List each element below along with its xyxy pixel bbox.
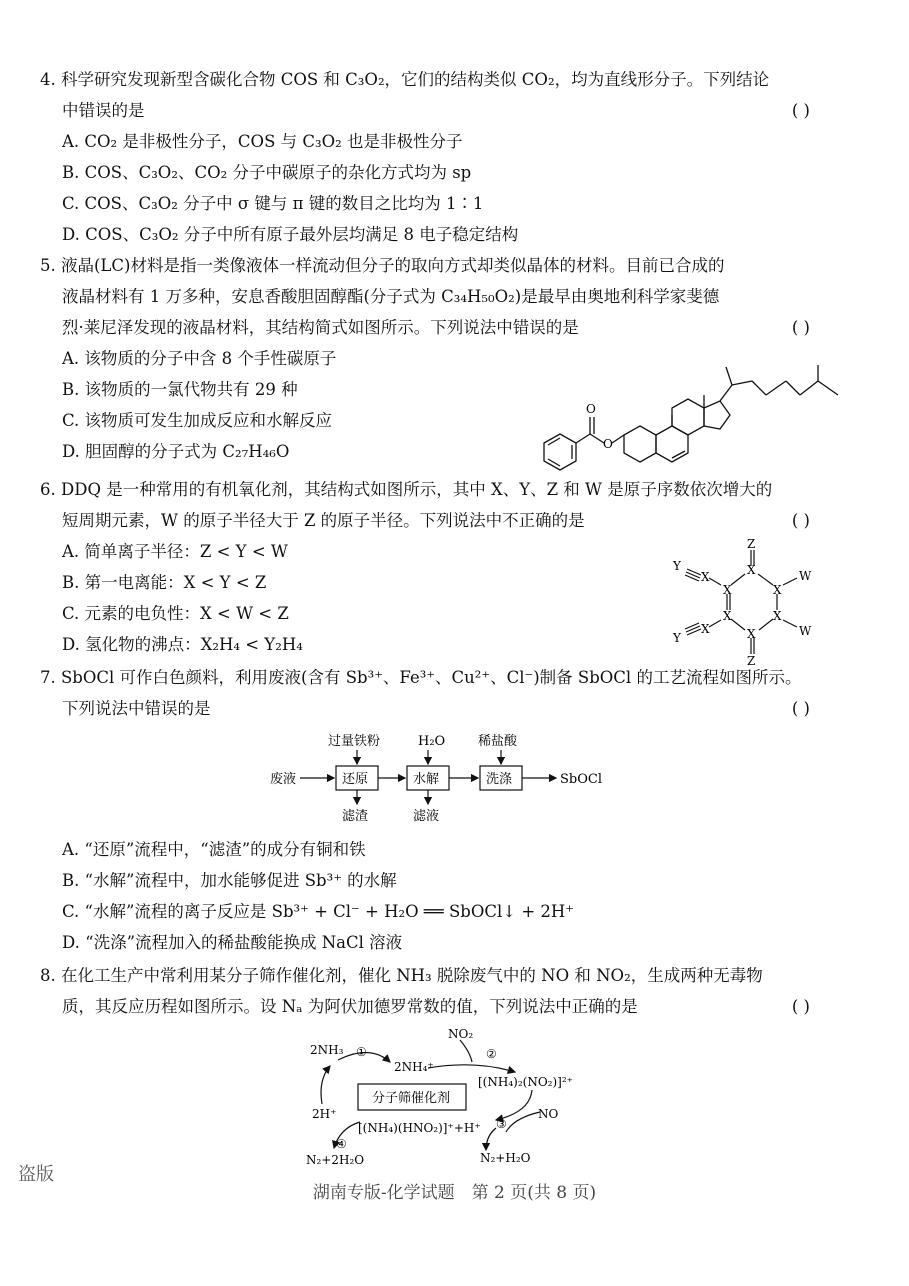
q7-option-a: A. “还原”流程中，“滤渣”的成分有铜和铁 xyxy=(62,840,366,859)
flow-input-label: 废液 xyxy=(270,772,297,787)
cycle-no: NO xyxy=(538,1107,559,1121)
q6-option-d: D. 氢化物的沸点：X₂H₄ < Y₂H₄ xyxy=(62,635,303,654)
question-7-options xyxy=(40,834,810,958)
q5-answer-paren: ( ) xyxy=(791,318,810,337)
flow-step-wash: 洗涤 xyxy=(486,772,513,787)
flow-output-residue: 滤渣 xyxy=(342,809,369,824)
ddq-y-1: Y xyxy=(673,559,681,573)
q5-option-c: C. 该物质可发生加成反应和水解反应 xyxy=(62,411,333,430)
q5-option-a: A. 该物质的分子中含 8 个手性碳原子 xyxy=(62,349,337,368)
q6-option-b: B. 第一电离能：X < Y < Z xyxy=(62,573,267,592)
q7-option-c: C. “水解”流程的离子反应是 Sb³⁺ + Cl⁻ + H₂O ══ SbOCl↓ + 2H⁺ xyxy=(62,902,574,921)
flow-step-hydrolysis: 水解 xyxy=(413,772,440,787)
ddq-x-6: X xyxy=(747,627,756,641)
cholesteryl-benzoate-structure xyxy=(520,345,900,480)
q6-option-c: C. 元素的电负性：X < W < Z xyxy=(62,604,289,623)
ddq-x-cn-1: X xyxy=(701,570,710,584)
ddq-x-4: X xyxy=(723,609,732,623)
ddq-z-top: Z xyxy=(747,538,756,551)
q6-option-a: A. 简单离子半径：Z < Y < W xyxy=(62,542,288,561)
question-8 xyxy=(40,960,810,1022)
reaction-cycle-diagram xyxy=(300,1022,600,1167)
q4-option-a: A. CO₂ 是非极性分子，COS 与 C₃O₂ 也是非极性分子 xyxy=(62,132,463,151)
cycle-h: 2H⁺ xyxy=(312,1107,337,1121)
ddq-w-1: W xyxy=(799,569,812,583)
q4-stem-line2: 中错误的是 xyxy=(62,101,145,120)
q7-stem-line2: 下列说法中错误的是 xyxy=(62,699,211,718)
q8-stem-line2: 质，其反应历程如图所示。设 Nₐ 为阿伏加德罗常数的值，下列说法中正确的是 xyxy=(62,997,638,1016)
cycle-complex-1: [(NH₄)₂(NO₂)]²⁺ xyxy=(478,1075,573,1089)
cycle-no2: NO₂ xyxy=(448,1027,474,1041)
q4-answer-paren: ( ) xyxy=(791,101,810,120)
q5-stem-line2: 液晶材料有 1 万多种，安息香酸胆固醇酯(分子式为 C₃₄H₅₀O₂)是最早由奥地利科学家斐德 xyxy=(62,287,720,306)
ddq-x-3: X xyxy=(773,583,782,597)
q8-answer-paren: ( ) xyxy=(791,997,810,1016)
flow-reagent-iron: 过量铁粉 xyxy=(328,734,381,749)
q5-stem-line1: 5. 液晶(LC)材料是指一类像液体一样流动但分子的取向方式却类似晶体的材料。目前已合成的 xyxy=(40,256,725,275)
page-footer: 湖南专版-化学试题 第 2 页(共 8 页) xyxy=(312,1183,597,1203)
q6-stem-line2: 短周期元素，W 的原子半径大于 Z 的原子半径。下列说法中不正确的是 xyxy=(62,511,585,530)
ddq-x-cn-2: X xyxy=(701,622,710,636)
question-7 xyxy=(40,662,810,724)
q4-option-b: B. COS、C₃O₂、CO₂ 分子中碳原子的杂化方式均为 sp xyxy=(62,163,472,182)
cycle-step-4: ④ xyxy=(336,1137,347,1151)
cycle-step-1: ① xyxy=(356,1045,367,1059)
q8-stem-line1: 8. 在化工生产中常利用某分子筛作催化剂，催化 NH₃ 脱除废气中的 NO 和 NO₂，生成两种无毒物 xyxy=(40,966,763,985)
q7-option-b: B. “水解”流程中，加水能够促进 Sb³⁺ 的水解 xyxy=(62,871,397,890)
q4-option-c: C. COS、C₃O₂ 分子中 σ 键与 π 键的数目之比均为 1∶1 xyxy=(62,194,484,213)
cycle-complex-2: [(NH₄)(HNO₂)]⁺+H⁺ xyxy=(358,1121,481,1135)
cycle-step-3: ③ xyxy=(496,1117,507,1131)
flow-step-reduce: 还原 xyxy=(342,772,369,787)
q7-stem-line1: 7. SbOCl 可作白色颜料，利用废液(含有 Sb³⁺、Fe³⁺、Cu²⁺、Cl⁻)制备 SbOCl 的工艺流程如图所示。 xyxy=(40,668,802,687)
q7-option-d: D. “洗涤”流程加入的稀盐酸能换成 NaCl 溶液 xyxy=(62,933,403,952)
ddq-y-2: Y xyxy=(673,631,681,645)
watermark-stamp: 盗版 xyxy=(18,1164,54,1185)
q4-stem-line1: 4. 科学研究发现新型含碳化合物 COS 和 C₃O₂，它们的结构类似 CO₂，均为直线形分子。下列结论 xyxy=(40,70,770,89)
ddq-structure xyxy=(665,538,825,668)
ddq-z-bottom: Z xyxy=(747,654,756,668)
ddq-x-1: X xyxy=(747,563,756,577)
ddq-x-2: X xyxy=(723,583,732,597)
flow-output-filtrate: 滤液 xyxy=(413,809,440,824)
cycle-nh4: 2NH₄⁺ xyxy=(394,1060,434,1074)
structure-o-label-ester: O xyxy=(603,437,613,451)
cycle-catalyst-label: 分子筛催化剂 xyxy=(372,1091,451,1106)
q6-answer-paren: ( ) xyxy=(791,511,810,530)
ddq-w-2: W xyxy=(799,624,812,638)
flow-reagent-hcl: 稀盐酸 xyxy=(478,734,518,749)
q5-stem-line3: 烈·莱尼泽发现的液晶材料，其结构简式如图所示。下列说法中错误的是 xyxy=(62,318,579,337)
cycle-step-2: ② xyxy=(486,1047,497,1061)
cycle-nh3: 2NH₃ xyxy=(310,1043,344,1057)
flow-product: SbOCl xyxy=(560,772,602,787)
structure-o-label-carbonyl: O xyxy=(586,402,596,416)
q5-option-d: D. 胆固醇的分子式为 C₂₇H₄₆O xyxy=(62,442,290,461)
q4-option-d: D. COS、C₃O₂ 分子中所有原子最外层均满足 8 电子稳定结构 xyxy=(62,225,519,244)
ddq-x-5: X xyxy=(773,609,782,623)
flow-reagent-water: H₂O xyxy=(418,734,446,749)
cycle-product-3: N₂+H₂O xyxy=(480,1151,531,1165)
q6-stem-line1: 6. DDQ 是一种常用的有机氧化剂，其结构式如图所示，其中 X、Y、Z 和 W 是原子序数依次增大的 xyxy=(40,480,773,499)
q7-answer-paren: ( ) xyxy=(791,699,810,718)
question-4 xyxy=(40,64,810,250)
process-flowchart xyxy=(270,728,650,828)
q5-option-b: B. 该物质的一氯代物共有 29 种 xyxy=(62,380,298,399)
cycle-product-4: N₂+2H₂O xyxy=(306,1153,365,1167)
